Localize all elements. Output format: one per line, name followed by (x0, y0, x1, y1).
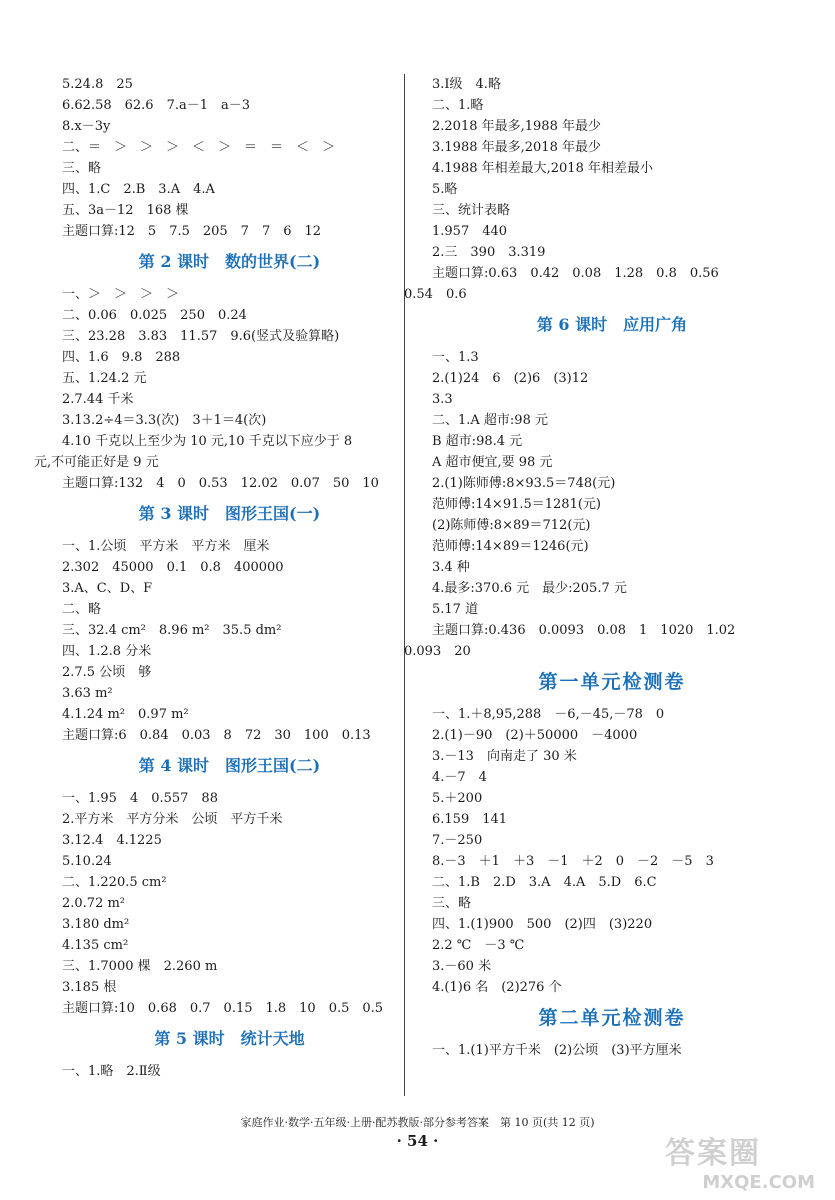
answer-line: 4.1.24 m² 0.97 m² (62, 707, 189, 722)
answer-line: A 超市便宜,要 98 元 (432, 455, 553, 470)
answer-line: 5.10.24 (62, 854, 112, 869)
section-heading: 第二单元检测卷 (538, 1007, 686, 1029)
answer-line: 7.－250 (432, 833, 483, 848)
answer-line: 三、1.7000 棵 2.260 m (62, 959, 218, 974)
answer-line: 一、1.(1)平方千米 (2)公顷 (3)平方厘米 (432, 1043, 682, 1058)
section-heading: 第 3 课时 图形王国(一) (138, 504, 321, 523)
column-divider (404, 74, 405, 1096)
answer-line: 一、1.3 (432, 350, 479, 365)
answer-line: 五、1.24.2 元 (62, 371, 147, 386)
answer-line: 5.24.8 25 (62, 77, 133, 92)
answer-line: 3.12.4 4.1225 (62, 833, 162, 848)
answer-line-continued: 0.54 0.6 (404, 287, 467, 302)
left-column (34, 74, 397, 1082)
answer-line: 主题口算:132 4 0 0.53 12.02 0.07 50 10 (62, 476, 379, 491)
answer-line: B 超市:98.4 元 (432, 434, 523, 449)
answer-line: 三、统计表略 (432, 203, 511, 218)
answer-line: 1.957 440 (432, 224, 508, 239)
answer-line: 3.Ⅰ级 4.略 (432, 77, 501, 92)
answer-line: 3.185 根 (62, 980, 117, 995)
answer-line: 2.7.5 公顷 够 (62, 665, 152, 680)
answer-line: 8.x－3y (62, 119, 111, 134)
answer-line: 主题口算:0.63 0.42 0.08 1.28 0.8 0.56 (432, 266, 719, 281)
answer-line: 6.159 141 (432, 812, 508, 827)
answer-line: 5.17 道 (432, 602, 479, 617)
answer-line-continued: 元,不可能正好是 9 元 (34, 455, 159, 470)
answer-line: 3.180 dm² (62, 917, 130, 932)
page-footer: 家庭作业·数学·五年级·上册·配苏教版·部分参考答案 第 10 页(共 12 页) (240, 1116, 595, 1129)
answer-line: 3.1988 年最多,2018 年最少 (432, 140, 601, 155)
answer-line: 范师傅:14×91.5＝1281(元) (432, 497, 601, 512)
watermark-url: MXQE.COM (702, 1172, 815, 1193)
answer-line: 2.三 390 3.319 (432, 245, 546, 260)
answer-line: 3.3 (432, 392, 453, 407)
answer-line: 4.135 cm² (62, 938, 129, 953)
answer-line: 三、32.4 cm² 8.96 m² 35.5 dm² (62, 623, 282, 638)
answer-line: 主题口算:0.436 0.0093 0.08 1 1020 1.02 (432, 623, 736, 638)
answer-line: 2.2018 年最多,1988 年最少 (432, 119, 601, 134)
answer-line: 四、1.2.8 分米 (62, 644, 152, 659)
answer-line: 3.－60 米 (432, 959, 492, 974)
answer-line: 3.63 m² (62, 686, 113, 701)
answer-line: 三、略 (62, 161, 102, 176)
answer-line: 2.302 45000 0.1 0.8 400000 (62, 560, 284, 575)
answer-line: 五、3a－12 168 棵 (62, 203, 189, 218)
answer-line: 一、1.＋8,95,288 －6,－45,－78 0 (432, 707, 665, 722)
answer-line: 5.略 (432, 182, 458, 197)
watermark-logo (665, 1128, 815, 1193)
answer-line: (2)陈师傅:8×89＝712(元) (432, 518, 591, 533)
answer-line: 2.(1)陈师傅:8×93.5＝748(元) (432, 476, 616, 491)
section-heading: 第 6 课时 应用广角 (536, 315, 688, 334)
section-heading: 第 2 课时 数的世界(二) (138, 252, 321, 271)
watermark-text: 答案圈 (665, 1136, 761, 1171)
answer-line: 2.0.72 m² (62, 896, 126, 911)
answer-line: 一、1.公顷 平方米 平方米 厘米 (62, 539, 270, 554)
answer-line: 二、1.220.5 cm² (62, 875, 167, 890)
answer-line: 三、23.28 3.83 11.57 9.6(竖式及验算略) (62, 329, 340, 344)
answer-line: 四、1.6 9.8 288 (62, 350, 181, 365)
answer-line: 3.A、C、D、F (62, 581, 153, 596)
page-number: · 54 · (396, 1132, 439, 1150)
answer-line: 二、略 (62, 602, 102, 617)
answer-line: 4.－7 4 (432, 770, 487, 785)
answer-line: 4.10 千克以上至少为 10 元,10 千克以下应少于 8 (62, 434, 353, 449)
answer-line: 主题口算:10 0.68 0.7 0.15 1.8 10 0.5 0.5 (62, 1001, 384, 1016)
answer-line: 一、1.95 4 0.557 88 (62, 791, 218, 806)
answer-line: 2.(1)－90 (2)＋50000 －4000 (432, 728, 638, 743)
answer-line: 3.4 种 (432, 560, 470, 575)
answer-line: 二、1.B 2.D 3.A 4.A 5.D 6.C (432, 875, 657, 890)
section-heading: 第 4 课时 图形王国(二) (138, 756, 321, 775)
answer-line: 主题口算:6 0.84 0.03 8 72 30 100 0.13 (62, 728, 371, 743)
answer-line: 二、1.略 (432, 98, 484, 113)
answer-line: 4.(1)6 名 (2)276 个 (432, 980, 562, 995)
answer-line: 4.1988 年相差最大,2018 年相差最小 (432, 161, 653, 176)
answer-line: 2.平方米 平方分米 公顷 平方千米 (62, 812, 283, 827)
answer-line: 一、＞ ＞ ＞ ＞ (62, 287, 180, 302)
section-heading: 第 5 课时 统计天地 (154, 1029, 305, 1048)
answer-line: 四、1.C 2.B 3.A 4.A (62, 182, 215, 197)
answer-line-continued: 0.093 20 (404, 644, 471, 659)
answer-line: 2.7.44 千米 (62, 392, 134, 407)
answer-line: 3.13.2÷4＝3.3(次) 3＋1＝4(次) (62, 413, 267, 428)
answer-line: 主题口算:12 5 7.5 205 7 7 6 12 (62, 224, 322, 239)
answer-line: 范师傅:14×89＝1246(元) (432, 539, 589, 554)
answer-line: 二、1.A 超市:98 元 (432, 413, 548, 428)
answer-line: 3.－13 向南走了 30 米 (432, 749, 577, 764)
answer-line: 6.62.58 62.6 7.a－1 a－3 (62, 98, 251, 113)
answer-line: 2.2 ℃ －3 ℃ (432, 938, 525, 953)
right-column (404, 74, 792, 1061)
answer-line: 二、＝ ＞ ＞ ＞ ＜ ＞ ＝ ＝ ＜ ＞ (62, 140, 336, 155)
answer-line: 三、略 (432, 896, 472, 911)
answer-line: 4.最多:370.6 元 最少:205.7 元 (432, 581, 627, 596)
answer-line: 一、1.略 2.Ⅱ级 (62, 1064, 161, 1079)
section-heading: 第一单元检测卷 (538, 671, 686, 693)
answer-line: 8.－3 ＋1 ＋3 －1 ＋2 0 －2 －5 3 (432, 854, 714, 869)
answer-line: 二、0.06 0.025 250 0.24 (62, 308, 247, 323)
answer-line: 四、1.(1)900 500 (2)四 (3)220 (432, 917, 653, 932)
answer-line: 2.(1)24 6 (2)6 (3)12 (432, 371, 589, 386)
answer-line: 5.＋200 (432, 791, 483, 806)
